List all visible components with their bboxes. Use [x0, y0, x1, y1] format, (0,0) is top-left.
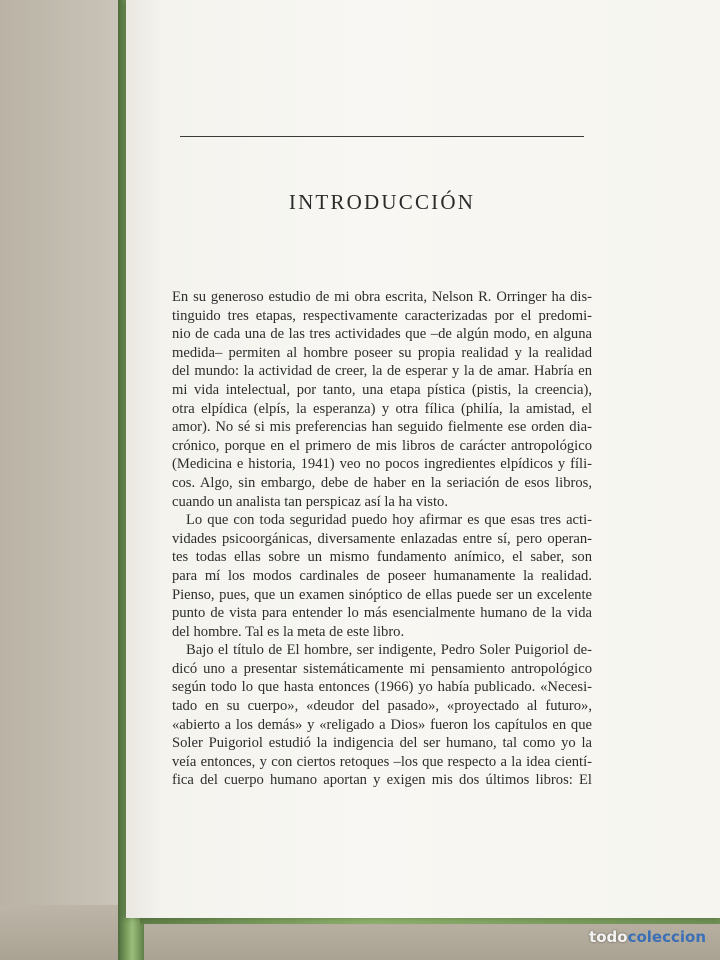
paragraph-3-line-6: Soler Puigoriol estudió la indigencia del ser humano, tal como yo la — [172, 735, 592, 752]
paragraph-1-line-2: tinguido tres etapas, respectivamente caracterizadas por el predomi- — [172, 307, 592, 324]
paragraph-3-line-2: dicó uno a presentar sistemáticamente mi pensamiento antropológico — [172, 660, 592, 677]
body-text — [172, 288, 592, 790]
paragraph-3-line-7: veía entonces, y con ciertos retoques –los que respecto a la idea cientí- — [172, 753, 592, 770]
paragraph-3-line-4: tado en su cuerpo», «deudor del pasado», «proyectado al futuro», — [172, 698, 592, 715]
paragraph-1-line-3: nio de cada una de las tres actividades que –de algún modo, en alguna — [172, 326, 592, 343]
paragraph-3-line-1: Bajo el título de El hombre, ser indigente, Pedro Soler Puigoriol de- — [186, 642, 592, 659]
header-rule — [180, 136, 584, 137]
paragraph-2-line-3: tes todas ellas sobre un mismo fundamento anímico, el saber, son — [172, 549, 592, 566]
paragraph-1-line-11: cos. Algo, sin embargo, debe de haber en la seriación de esos libros, — [172, 474, 592, 491]
paragraph-2-line-6: punto de vista para entender lo más esencialmente humano de la vida — [172, 605, 592, 622]
paragraph-1-line-12: cuando un analista tan perspicaz así la ha visto. — [172, 493, 448, 510]
paragraph-2-line-2: vidades psicoorgánicas, diversamente enlazadas entre sí, pero operan- — [172, 530, 592, 547]
paragraph-1-line-8: amor). No sé si mis preferencias han seguido fielmente ese orden dia- — [172, 419, 592, 436]
paragraph-1-line-9: crónico, porque en el primero de mis libros de carácter antropológico — [172, 437, 592, 454]
paragraph-1-line-7: otra elpídica (elpís, la esperanza) y otra fílica (philía, la amistad, el — [172, 400, 592, 417]
paragraph-2-line-4: para mí los modos cardinales de poseer humanamente la realidad. — [172, 567, 592, 584]
paragraph-2-line-5: Pienso, pues, que un examen sinóptico de ellas puede ser un excelente — [172, 586, 592, 603]
paragraph-1-line-1: En su generoso estudio de mi obra escrita, Nelson R. Orringer ha dis- — [172, 289, 592, 305]
chapter-heading: INTRODUCCIÓN — [288, 190, 476, 214]
paragraph-1-line-4: medida– permiten al hombre poseer su propia realidad y la realidad — [172, 344, 592, 361]
watermark-logo — [589, 928, 706, 946]
paragraph-1-line-5: del mundo: la actividad de creer, la de esperar y la de amar. Habría en — [172, 363, 592, 380]
paragraph-3-line-5: «abierto a los demás» y «religado a Dios» fueron los capítulos en que — [172, 716, 592, 733]
paragraph-3-line-3: según todo lo que hasta entonces (1966) yo había publicado. «Necesi- — [172, 679, 592, 696]
watermark-suffix: coleccion — [627, 928, 706, 946]
paragraph-2-line-1: Lo que con toda seguridad puedo hoy afirmar es que esas tres acti- — [186, 512, 592, 529]
paragraph-1-line-6: mi vida intelectual, por tanto, una etapa pística (pistis, la creencia), — [172, 381, 592, 398]
paragraph-3-line-8: fica del cuerpo humano aportan y exigen mis dos últimos libros: El — [172, 772, 592, 789]
paragraph-2-line-7: del hombre. Tal es la meta de este libro. — [172, 623, 405, 640]
paragraph-1-line-10: (Medicina e historia, 1941) veo no pocos ingredientes elpídicos y fíli- — [172, 456, 592, 473]
watermark-prefix: todo — [589, 928, 628, 946]
